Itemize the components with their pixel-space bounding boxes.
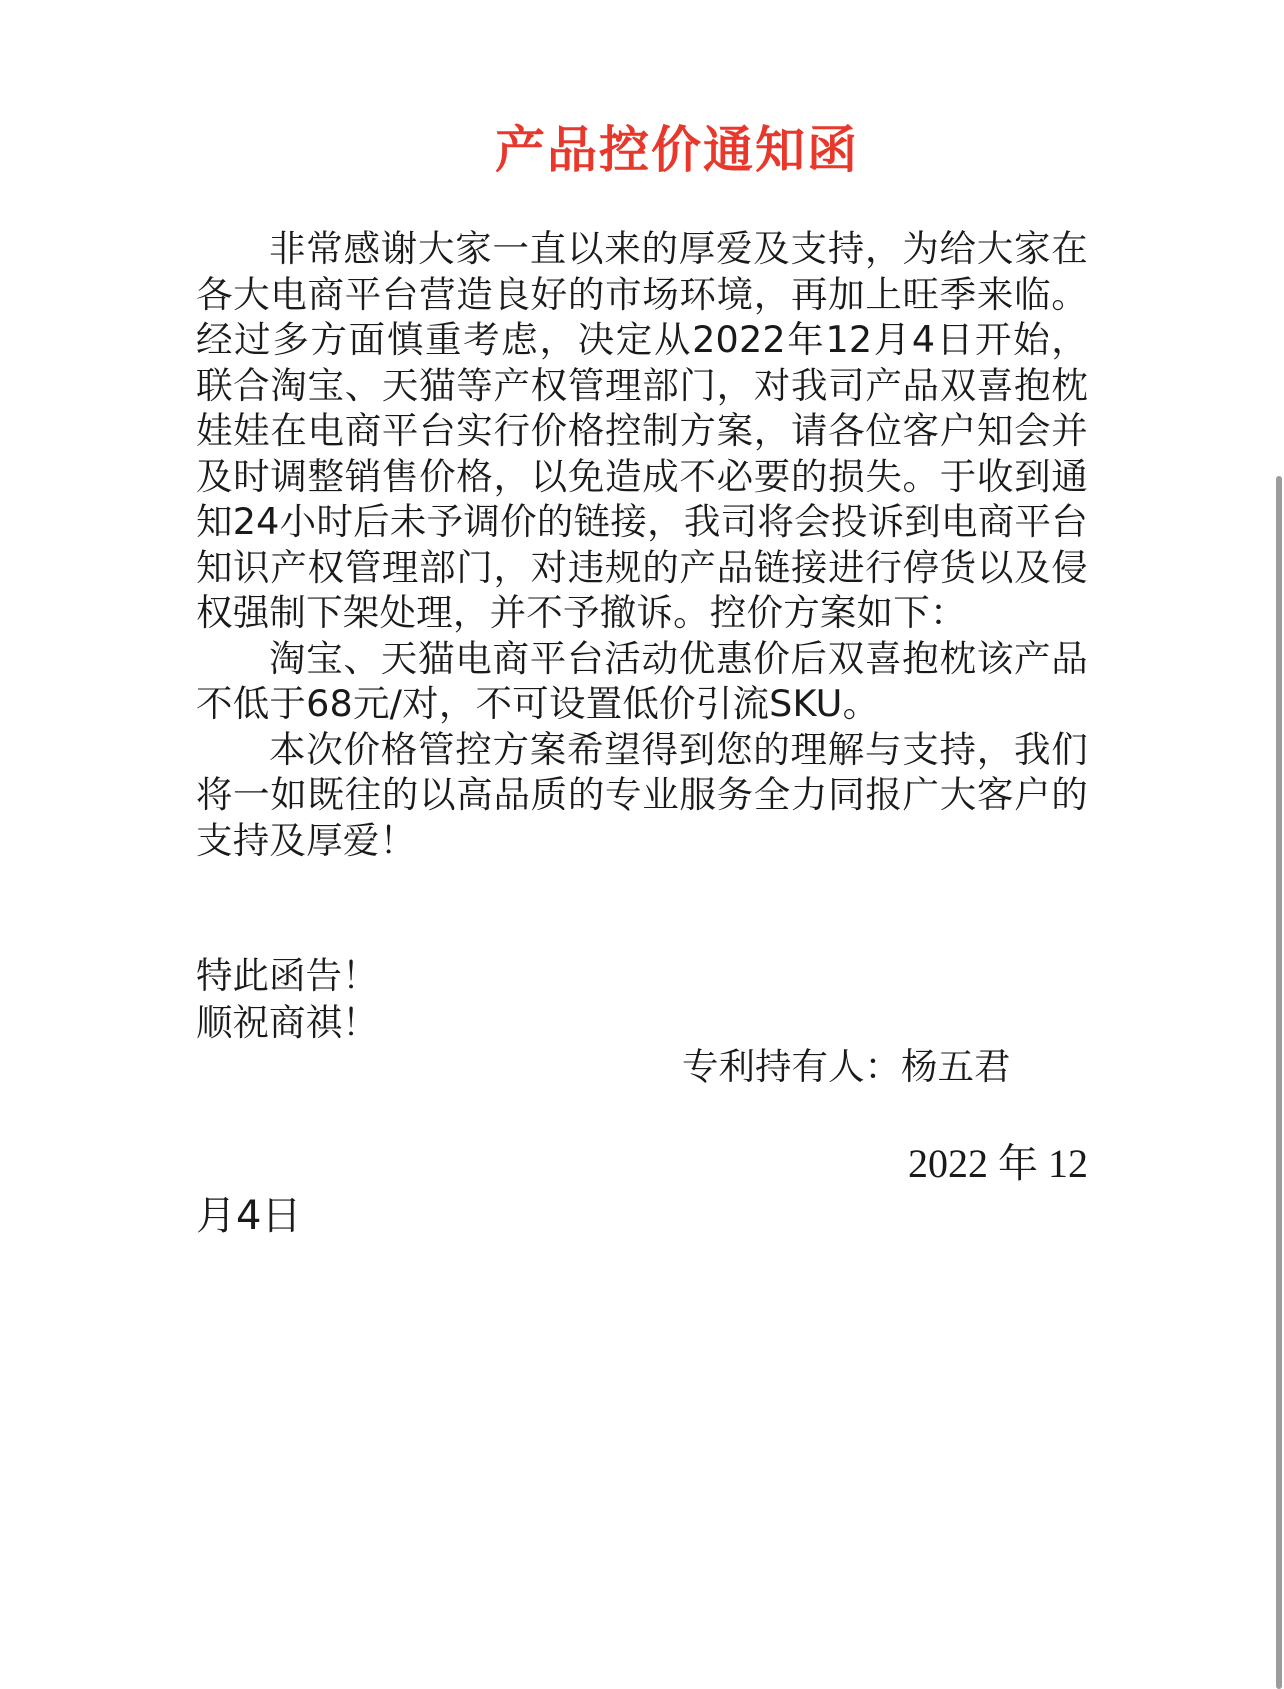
body-paragraph-price-rule: 淘宝、天猫电商平台活动优惠价后双喜抱枕该产品不低于68元/对，不可设置低价引流SKU。	[196, 636, 1088, 725]
date-month-day: 月4日	[196, 1193, 302, 1239]
body-paragraph-intro: 非常感谢大家一直以来的厚爱及支持，为给大家在各大电商平台营造良好的市场环境，再加上旺季来临。经过多方面慎重考虑，决定从2022年12月4日开始，联合淘宝、天猫等产权管理部门，对我司产品双喜抱枕娃娃在电商平台实行价格控制方案，请各位客户知会并及时调整销售价格，以免造成不必要的损失。于收到通知24小时后未予调价的链接，我司将会投诉到电商平台知识产权管理部门，对违规的产品链接进行停货以及侵权强制下架处理，并不予撤诉。控价方案如下：	[196, 227, 1088, 634]
date-year-month: 2022 年 12	[908, 1141, 1088, 1186]
scrollbar[interactable]	[1272, 236, 1284, 1453]
closing-regards: 顺祝商祺！	[196, 1001, 379, 1044]
signature: 专利持有人：杨五君	[682, 1045, 1011, 1088]
closing-block	[196, 952, 379, 1046]
document-title: 产品控价通知函	[495, 121, 859, 179]
body-paragraph-thanks: 本次价格管控方案希望得到您的理解与支持，我们将一如既往的以高品质的专业服务全力同报广大客户的支持及厚爱！	[196, 727, 1088, 862]
document-body	[196, 226, 1088, 863]
scrollbar-thumb[interactable]	[1276, 476, 1282, 1689]
closing-notice: 特此函告！	[196, 954, 379, 997]
